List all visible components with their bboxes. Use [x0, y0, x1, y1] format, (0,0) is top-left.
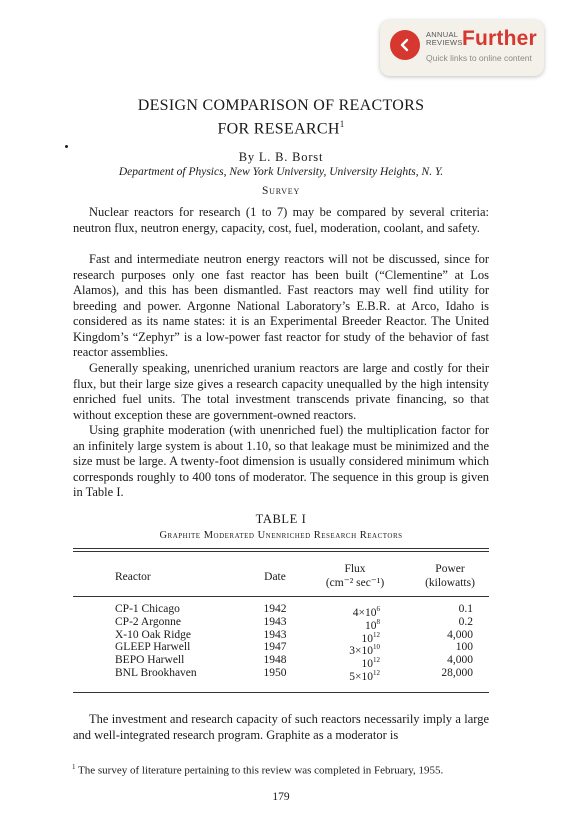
cell-flux: $10^8$ — [365, 617, 380, 632]
header-flux: Flux (cm⁻² sec⁻¹) — [325, 563, 385, 589]
brand-annual-reviews: ANNUAL REVIEWS — [426, 30, 463, 47]
cell-date: 1943 — [263, 615, 287, 628]
header-date: Date — [264, 571, 286, 583]
cell-date: 1950 — [263, 667, 287, 679]
author: By L. B. Borst — [238, 150, 324, 164]
cell-power: 0.2 — [458, 615, 473, 628]
paragraph-1: Nuclear reactors for research (1 to 7) may be compared by several criteria: neutron flux, neutron energy, capacity, cost, fuel, moderation, coolant, and safety. — [73, 205, 489, 235]
cell-flux: $3\times 10^{10}$ — [349, 643, 380, 658]
title-line-1: DESIGN COMPARISON OF REACTORS — [137, 97, 425, 114]
annual-reviews-further-badge[interactable] — [380, 20, 544, 76]
cell-reactor: GLEEP Harwell — [115, 641, 191, 654]
cell-date: 1943 — [263, 628, 287, 641]
brand-further: Further — [462, 27, 537, 50]
paragraph-4: Using graphite moderation (with unenriched fuel) the multiplication factor for an infinitely large system is about 1.10, so that leakage must be minimized and the size must be large. A twenty-foot dimension is usually considered minimum which corresponds roughly to 400 tons of moderator. The sequence in this group is given in Table I. — [73, 423, 489, 499]
paragraph-5: The investment and research capacity of such reactors necessarily imply a large and well-integrated research program. Graphite as a moderator is — [73, 712, 489, 742]
cell-reactor: CP-1 Chicago — [115, 603, 180, 615]
cell-power: 100 — [455, 641, 473, 654]
title-footnote-mark: 1 — [339, 119, 345, 129]
table-top-rule-2 — [73, 551, 489, 552]
paragraph-2: Fast and intermediate neutron energy reactors will not be discussed, since for research purposes only one fast reactor has been built (“Clementine” at Los Alamos), and this has been dismantled. Fast reactors may well find utility for breeding and power. Argonne National Laboratory’s E.B.R. at Arco, Idaho is considered as its name states: it is an Experimental Breeder Reactor. The United Kingdom’s “Zephyr” is a low-power fast reactor for study of the behavior of fast reactor assemblies. — [73, 252, 489, 359]
chevron-left-icon[interactable] — [390, 30, 420, 60]
badge-tagline: Quick links to online content — [426, 53, 532, 63]
cell-flux: $10^{12}$ — [361, 656, 380, 671]
cell-date: 1947 — [263, 641, 287, 654]
page-number: 179 — [272, 791, 290, 803]
table-bottom-rule — [73, 692, 489, 693]
cell-flux: $5\times 10^{12}$ — [349, 669, 380, 683]
title-line-2: FOR RESEARCH$^1$ — [217, 119, 345, 138]
table-header-rule — [73, 596, 489, 597]
cell-power: 0.1 — [458, 603, 473, 615]
cell-reactor: BNL Brookhaven — [115, 667, 197, 679]
cell-power: 4,000 — [447, 654, 473, 667]
stray-dot — [65, 145, 68, 148]
table-caption: Graphite Moderated Unenriched Research Reactors — [159, 530, 403, 541]
cell-date: 1948 — [263, 654, 287, 667]
cell-flux: $10^{12}$ — [361, 630, 380, 645]
cell-flux: $4\times 10^6$ — [352, 605, 380, 619]
header-reactor: Reactor — [115, 571, 151, 583]
paragraph-3: Generally speaking, unenriched uranium reactors are large and costly for their flux, but their large size gives a research capacity unequalled by the high intensity enriched fuel units. The total investment transcends private financing, so that without exception these are government-owned reactors. — [73, 361, 489, 422]
footnote-mark: 1 — [72, 763, 76, 771]
cell-power: 28,000 — [441, 667, 473, 679]
cell-reactor: CP-2 Argonne — [115, 615, 181, 628]
footnote-text: The survey of literature pertaining to this review was completed in February, 1955. — [75, 764, 444, 777]
cell-reactor: BEPO Harwell — [115, 654, 185, 667]
cell-power: 4,000 — [447, 628, 473, 641]
footnote — [56, 759, 489, 779]
affiliation: Department of Physics, New York University, University Heights, N. Y. — [118, 166, 444, 178]
header-power: Power (kilowatts) — [425, 563, 475, 589]
cell-date: 1942 — [263, 603, 287, 615]
table-title: TABLE I — [255, 512, 307, 526]
table-top-rule — [73, 548, 489, 549]
cell-reactor: X-10 Oak Ridge — [115, 628, 192, 641]
section-heading: Survey — [261, 185, 301, 197]
